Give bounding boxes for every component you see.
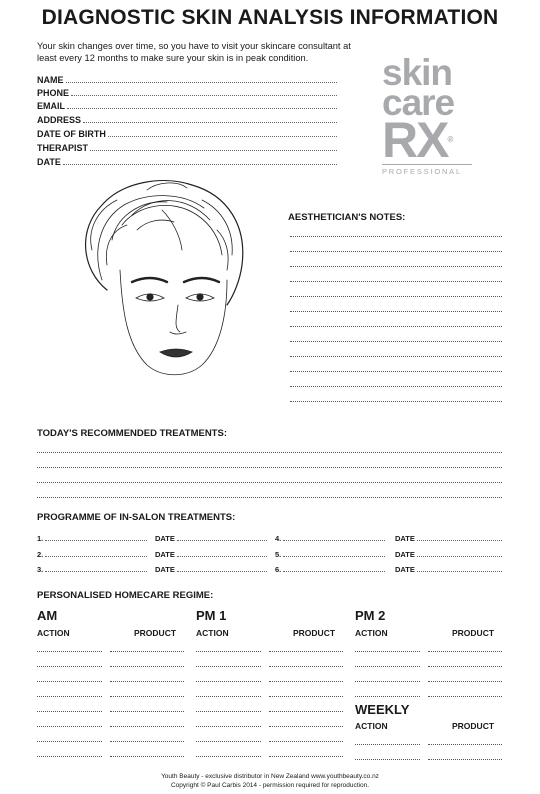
notes-lines[interactable] [290, 222, 502, 402]
field-date-of-birth[interactable] [37, 126, 337, 139]
field-label: NAME [37, 75, 64, 85]
field-address[interactable] [37, 112, 337, 125]
skincare-rx-logo [382, 52, 492, 176]
field-label: PHONE [37, 88, 70, 98]
programme-entry-6[interactable]: 6. [275, 564, 385, 574]
field-label: ADDRESS [37, 115, 82, 125]
weekly-product-label: PRODUCT [452, 721, 495, 731]
programme-date-1[interactable]: DATE [155, 533, 267, 543]
pm1-heading: PM 1 [196, 608, 227, 623]
field-therapist[interactable] [37, 140, 337, 153]
programme-date-3[interactable]: DATE [155, 564, 267, 574]
am-action-label: ACTION [37, 628, 70, 638]
pm1-action-lines[interactable] [196, 637, 261, 757]
programme-date-5[interactable]: DATE [395, 549, 502, 559]
programme-entry-5[interactable]: 5. [275, 549, 385, 559]
pm2-product-lines[interactable] [428, 637, 502, 697]
pm2-product-label: PRODUCT [452, 628, 495, 638]
pm2-action-lines[interactable] [355, 637, 420, 697]
pm1-action-label: ACTION [196, 628, 229, 638]
programme-entry-3[interactable]: 3. [37, 564, 147, 574]
weekly-action-label: ACTION [355, 721, 388, 731]
page-title: DIAGNOSTIC SKIN ANALYSIS INFORMATION [41, 6, 499, 29]
weekly-product-lines[interactable] [428, 730, 502, 760]
am-action-lines[interactable] [37, 637, 102, 757]
homecare-heading: PERSONALISED HOMECARE REGIME: [37, 590, 214, 601]
am-product-label: PRODUCT [134, 628, 177, 638]
programme-entry-2[interactable]: 2. [37, 549, 147, 559]
face-illustration [62, 170, 267, 395]
programme-heading: PROGRAMME OF IN-SALON TREATMENTS: [37, 512, 236, 523]
recommended-lines[interactable] [37, 438, 502, 498]
pm1-product-lines[interactable] [269, 637, 343, 757]
footer-distributor: Youth Beauty - exclusive distributor in New Zealand www.youthbeauty.co.nz [161, 773, 379, 780]
programme-date-2[interactable]: DATE [155, 549, 267, 559]
am-product-lines[interactable] [110, 637, 184, 757]
logo-line-professional: PROFESSIONAL [382, 164, 472, 176]
field-label: DATE OF BIRTH [37, 129, 106, 139]
notes-heading: AESTHETICIAN'S NOTES: [288, 212, 406, 223]
field-name[interactable] [37, 72, 337, 85]
pm1-product-label: PRODUCT [293, 628, 336, 638]
weekly-action-lines[interactable] [355, 730, 420, 760]
field-email[interactable] [37, 98, 337, 111]
programme-date-4[interactable]: DATE [395, 533, 502, 543]
programme-entry-1[interactable]: 1. [37, 533, 147, 543]
footer [0, 772, 540, 790]
logo-line-care: care [382, 82, 455, 123]
field-label: EMAIL [37, 101, 65, 111]
logo-line-skin: skin [382, 52, 453, 93]
field-label: THERAPIST [37, 143, 89, 153]
logo-line-rx: RX® [382, 112, 452, 168]
programme-entry-4[interactable]: 4. [275, 533, 385, 543]
recommended-heading: TODAY'S RECOMMENDED TREATMENTS: [37, 428, 227, 439]
field-label: DATE [37, 157, 61, 167]
field-phone[interactable] [37, 85, 337, 98]
programme-date-6[interactable]: DATE [395, 564, 502, 574]
field-date[interactable] [37, 154, 337, 167]
footer-copyright: Copyright © Paul Carbis 2014 - permission required for reproduction. [170, 782, 370, 789]
am-heading: AM [37, 608, 58, 623]
pm2-heading: PM 2 [355, 608, 386, 623]
pm2-action-label: ACTION [355, 628, 388, 638]
intro-text: Your skin changes over time, so you have to visit your skincare consultant at least every 12 months to make sure your skin is in peak condition. [37, 41, 351, 63]
weekly-heading: WEEKLY [355, 702, 410, 717]
